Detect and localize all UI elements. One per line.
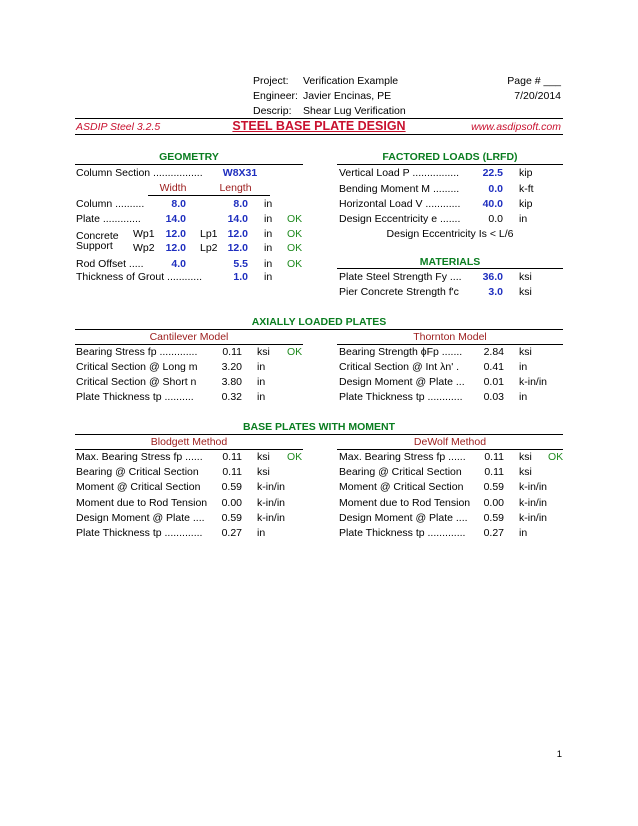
dewolf-underline (337, 449, 563, 450)
rod-offset-value-2[interactable]: 5.5 (233, 258, 248, 270)
rod-offset-label: Rod Offset ..... (76, 258, 144, 270)
result-row-ok-status: OK (287, 346, 303, 358)
footer-page-number: 1 (556, 749, 562, 760)
load-row-unit: kip (519, 198, 533, 210)
result-row-value: 0.11 (222, 466, 242, 479)
fy-label: Plate Steel Strength Fy .... (339, 271, 462, 283)
result-row-unit: in (257, 361, 266, 373)
result-row-unit: in (519, 361, 528, 373)
load-row-value[interactable]: 22.5 (482, 167, 503, 179)
project-label: Project: (253, 75, 289, 87)
lp2-label: Lp2 (200, 242, 218, 254)
result-row-unit: k-in/in (519, 511, 548, 524)
result-row-value: 0.32 (221, 391, 242, 403)
engineer-label: Engineer: (253, 90, 298, 102)
result-row-label: Max. Bearing Stress fp ...... (76, 451, 203, 463)
result-row-unit: k-in/in (257, 481, 286, 494)
blodgett-underline (75, 449, 303, 450)
result-row-unit: k-in/in (519, 481, 548, 494)
result-row-label: Plate Thickness tp ............. (76, 527, 203, 539)
eccentricity-value: 0.0 (488, 213, 503, 225)
date: 7/20/2014 (514, 90, 561, 102)
result-row-value: 0.59 (221, 481, 242, 494)
result-row-label: Plate Thickness tp ............. (339, 527, 466, 539)
rod-offset-ok-status: OK (287, 258, 303, 270)
fc-label: Pier Concrete Strength f'c (339, 286, 459, 298)
software-version: ASDIP Steel 3.2.5 (76, 121, 161, 133)
result-row-value: 0.03 (483, 391, 504, 403)
website-link[interactable]: www.asdipsoft.com (471, 121, 561, 133)
result-row-label: Bearing @ Critical Section (76, 466, 199, 479)
fc-value[interactable]: 3.0 (488, 286, 503, 298)
fy-unit: ksi (519, 271, 532, 283)
result-row-value: 0.59 (483, 481, 504, 494)
eccentricity-note: Design Eccentricity Is < L/6 (386, 228, 514, 240)
support-row1-unit: in (264, 228, 273, 240)
result-row-unit: ksi (519, 451, 532, 463)
result-row-label: Critical Section @ Long m (76, 361, 198, 373)
lp1-value[interactable]: 12.0 (227, 228, 248, 240)
concrete-label: Concrete (76, 230, 119, 242)
result-row-value: 3.20 (221, 361, 242, 373)
result-row-value: 0.41 (483, 361, 504, 373)
result-row-value: 3.80 (221, 376, 242, 388)
document-title: STEEL BASE PLATE DESIGN (232, 119, 406, 133)
thornton-model-title: Thornton Model (413, 331, 487, 343)
cantilever-underline (75, 344, 303, 345)
result-row-label: Max. Bearing Stress fp ...... (339, 451, 466, 463)
column-unit: in (264, 198, 273, 210)
materials-heading: MATERIALS (419, 256, 481, 268)
plate-length[interactable]: 14.0 (227, 213, 248, 225)
result-row-value: 0.59 (483, 511, 504, 524)
eccentricity-unit: in (519, 213, 528, 225)
result-row-label: Moment @ Critical Section (339, 481, 464, 494)
result-row-ok-status: OK (548, 451, 564, 463)
thornton-underline (337, 344, 563, 345)
plate-unit: in (264, 213, 273, 225)
result-row-value: 0.27 (483, 527, 504, 539)
result-row-label: Moment @ Critical Section (76, 481, 201, 494)
load-row-unit: k-ft (519, 182, 534, 195)
dewolf-method-title: DeWolf Method (413, 436, 487, 448)
lp2-value[interactable]: 12.0 (227, 242, 248, 254)
column-section-value[interactable]: W8X31 (222, 167, 258, 179)
grout-value[interactable]: 1.0 (233, 271, 248, 283)
grout-label: Thickness of Grout ............ (76, 271, 203, 283)
result-row-unit: ksi (257, 466, 270, 479)
descrip-value: Shear Lug Verification (303, 105, 406, 117)
plate-ok-status: OK (287, 213, 303, 225)
result-row-unit: in (257, 391, 266, 403)
rod-offset-unit: in (264, 258, 273, 270)
result-row-value: 0.11 (484, 466, 504, 479)
result-row-label: Plate Thickness tp .......... (76, 391, 194, 403)
moment-heading-underline (75, 434, 563, 435)
result-row-unit: ksi (257, 451, 270, 463)
blodgett-method-title: Blodgett Method (150, 436, 228, 448)
result-row-label: Bearing Strength ϕFp ....... (339, 346, 463, 358)
load-row-value[interactable]: 0.0 (488, 182, 503, 195)
materials-underline (337, 268, 563, 269)
result-row-label: Critical Section @ Short n (76, 376, 197, 388)
result-row-value: 0.27 (221, 527, 242, 539)
column-length[interactable]: 8.0 (233, 198, 248, 210)
result-row-label: Bearing Stress fp ............. (76, 346, 198, 358)
moment-heading: BASE PLATES WITH MOMENT (242, 421, 396, 433)
lp1-label: Lp1 (200, 228, 218, 240)
plate-label: Plate ............. (76, 213, 141, 225)
result-row-unit: in (519, 527, 528, 539)
cantilever-model-title: Cantilever Model (149, 331, 229, 343)
column-section-label: Column Section ................. (76, 167, 203, 179)
geometry-underline (75, 164, 303, 165)
result-row-ok-status: OK (287, 451, 303, 463)
result-row-label: Moment due to Rod Tension (339, 496, 471, 509)
result-row-label: Design Moment @ Plate .... (76, 511, 205, 524)
load-row-value[interactable]: 40.0 (482, 198, 503, 210)
support-label: Support (76, 240, 113, 252)
result-row-label: Design Moment @ Plate .... (339, 511, 468, 524)
support-row1-ok-status: OK (287, 228, 303, 240)
load-row-unit: kip (519, 167, 533, 179)
geometry-heading: GEOMETRY (159, 151, 219, 163)
result-row-unit: k-in/in (257, 511, 286, 524)
result-row-value: 0.11 (222, 451, 242, 463)
result-row-value: 0.11 (222, 346, 242, 358)
support-row2-ok-status: OK (287, 242, 303, 254)
result-row-label: Plate Thickness tp ............ (339, 391, 463, 403)
engineer-value: Javier Encinas, PE (303, 90, 392, 102)
load-row-label: Vertical Load P ................ (339, 167, 460, 179)
size-header-underline (148, 195, 270, 196)
wp1-value[interactable]: 12.0 (165, 228, 186, 240)
title-divider (75, 134, 563, 135)
eccentricity-label: Design Eccentricity e ....... (339, 213, 461, 225)
page-number-label: Page # ___ (507, 75, 561, 87)
project-value: Verification Example (303, 75, 399, 87)
column-label: Column .......... (76, 198, 145, 210)
result-row-value: 0.11 (484, 451, 504, 463)
axial-heading-underline (75, 329, 563, 330)
result-row-value: 2.84 (483, 346, 504, 358)
result-row-unit: in (257, 376, 266, 388)
result-row-value: 0.59 (221, 511, 242, 524)
result-row-unit: ksi (519, 466, 532, 479)
wp2-label: Wp2 (133, 242, 155, 254)
result-row-value: 0.00 (483, 496, 504, 509)
descrip-label: Descrip: (253, 105, 292, 117)
result-row-label: Moment due to Rod Tension (76, 496, 208, 509)
result-row-unit: ksi (257, 346, 270, 358)
fc-unit: ksi (519, 286, 532, 298)
result-row-value: 0.00 (221, 496, 242, 509)
load-row-label: Horizontal Load V ............ (339, 198, 461, 210)
result-row-unit: k-in/in (519, 496, 548, 509)
plate-width[interactable]: 14.0 (165, 213, 186, 225)
fy-value[interactable]: 36.0 (482, 271, 503, 283)
loads-heading: FACTORED LOADS (LRFD) (382, 151, 518, 163)
result-row-unit: in (257, 527, 266, 539)
load-row-label: Bending Moment M ......... (339, 182, 460, 195)
wp2-value[interactable]: 12.0 (165, 242, 186, 254)
column-width[interactable]: 8.0 (171, 198, 186, 210)
result-row-unit: ksi (519, 346, 532, 358)
rod-offset-value-1[interactable]: 4.0 (171, 258, 186, 270)
result-row-label: Design Moment @ Plate ... (339, 376, 465, 388)
wp1-label: Wp1 (133, 228, 155, 240)
length-header: Length (219, 182, 252, 194)
loads-underline (337, 164, 563, 165)
result-row-label: Critical Section @ Int λn' . (339, 361, 460, 373)
result-row-unit: k-in/in (519, 376, 548, 388)
grout-unit: in (264, 271, 273, 283)
result-row-unit: k-in/in (257, 496, 286, 509)
result-row-unit: in (519, 391, 528, 403)
width-header: Width (159, 182, 187, 194)
support-row2-unit: in (264, 242, 273, 254)
axial-heading: AXIALLY LOADED PLATES (251, 316, 387, 328)
result-row-value: 0.01 (483, 376, 504, 388)
result-row-label: Bearing @ Critical Section (339, 466, 462, 479)
